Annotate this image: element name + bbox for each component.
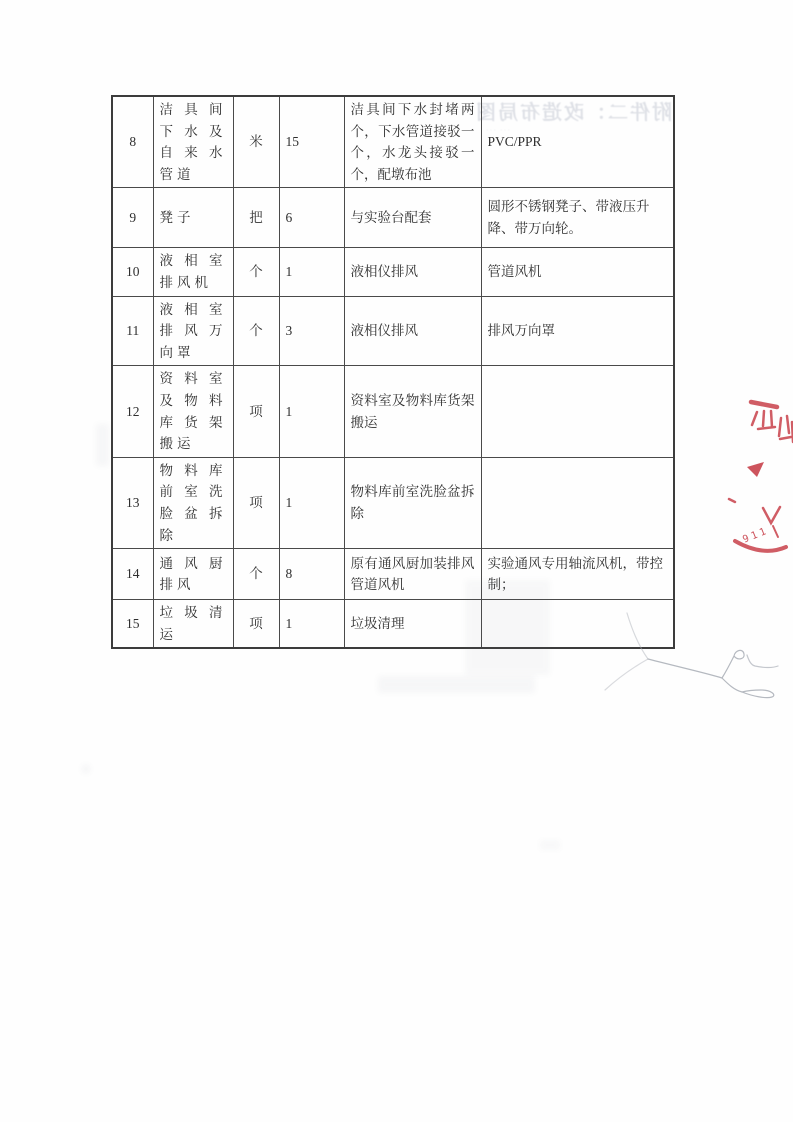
item-qty: 1 (279, 366, 344, 457)
bleed-through-smudge (378, 676, 535, 693)
item-qty: 1 (279, 248, 344, 296)
row-number: 13 (112, 457, 153, 548)
item-name: 凳子 (153, 188, 233, 248)
item-qty: 3 (279, 296, 344, 366)
item-remark: PVC/PPR (481, 96, 674, 188)
item-desc: 原有通风厨加装排风管道风机 (344, 549, 481, 600)
bleed-through-smudge (82, 765, 90, 773)
item-remark: 实验通风专用轴流风机，带控制； (481, 549, 674, 600)
table-row (112, 188, 674, 248)
item-desc: 垃圾清理 (344, 600, 481, 649)
table-row (112, 248, 674, 296)
table-row (112, 96, 674, 188)
item-qty: 15 (279, 96, 344, 188)
item-name: 液相室排风万向罩 (153, 296, 233, 366)
item-desc: 资料室及物料库货架搬运 (344, 366, 481, 457)
item-remark (481, 457, 674, 548)
item-unit: 项 (233, 366, 279, 457)
item-qty: 8 (279, 549, 344, 600)
table-row (112, 600, 674, 649)
table-row (112, 457, 674, 548)
item-unit: 个 (233, 248, 279, 296)
item-desc: 液相仪排风 (344, 248, 481, 296)
item-desc: 洁具间下水封堵两个，下水管道接驳一个，水龙头接驳一个，配墩布池 (344, 96, 481, 188)
item-remark: 管道风机 (481, 248, 674, 296)
red-stamp-fragment (718, 380, 793, 570)
stamp-digits: 911 (741, 525, 771, 546)
bleed-through-smudge (540, 840, 560, 850)
item-name: 资料室及物料库货架搬运 (153, 366, 233, 457)
item-name: 物料库前室洗脸盆拆除 (153, 457, 233, 548)
item-unit: 项 (233, 600, 279, 649)
table-row (112, 549, 674, 600)
row-number: 15 (112, 600, 153, 649)
item-desc: 物料库前室洗脸盆拆除 (344, 457, 481, 548)
item-unit: 个 (233, 296, 279, 366)
item-name: 垃圾清运 (153, 600, 233, 649)
row-number: 11 (112, 296, 153, 366)
bleed-through-ghost-marks: ··· ··· (486, 126, 511, 135)
item-name: 液相室排风机 (153, 248, 233, 296)
item-remark (481, 366, 674, 457)
row-number: 8 (112, 96, 153, 188)
stamp-triangle-mark (747, 462, 764, 477)
row-number: 14 (112, 549, 153, 600)
item-remark: 排风万向罩 (481, 296, 674, 366)
item-desc: 液相仪排风 (344, 296, 481, 366)
bleed-through-smudge (96, 424, 109, 466)
bleed-through-ghost-text: 附件二：改造布局图 (474, 102, 672, 124)
row-number: 9 (112, 188, 153, 248)
item-qty: 1 (279, 457, 344, 548)
item-remark: 圆形不锈钢凳子、带液压升降、带万向轮。 (481, 188, 674, 248)
item-name: 通风厨排风 (153, 549, 233, 600)
table-row (112, 296, 674, 366)
item-desc: 与实验台配套 (344, 188, 481, 248)
item-unit: 个 (233, 549, 279, 600)
item-unit: 把 (233, 188, 279, 248)
item-name: 洁具间下水及自来水管道 (153, 96, 233, 188)
item-unit: 项 (233, 457, 279, 548)
item-unit: 米 (233, 96, 279, 188)
item-remark (481, 600, 674, 649)
table-row (112, 366, 674, 457)
items-table (111, 95, 675, 649)
item-qty: 1 (279, 600, 344, 649)
item-qty: 6 (279, 188, 344, 248)
row-number: 10 (112, 248, 153, 296)
row-number: 12 (112, 366, 153, 457)
